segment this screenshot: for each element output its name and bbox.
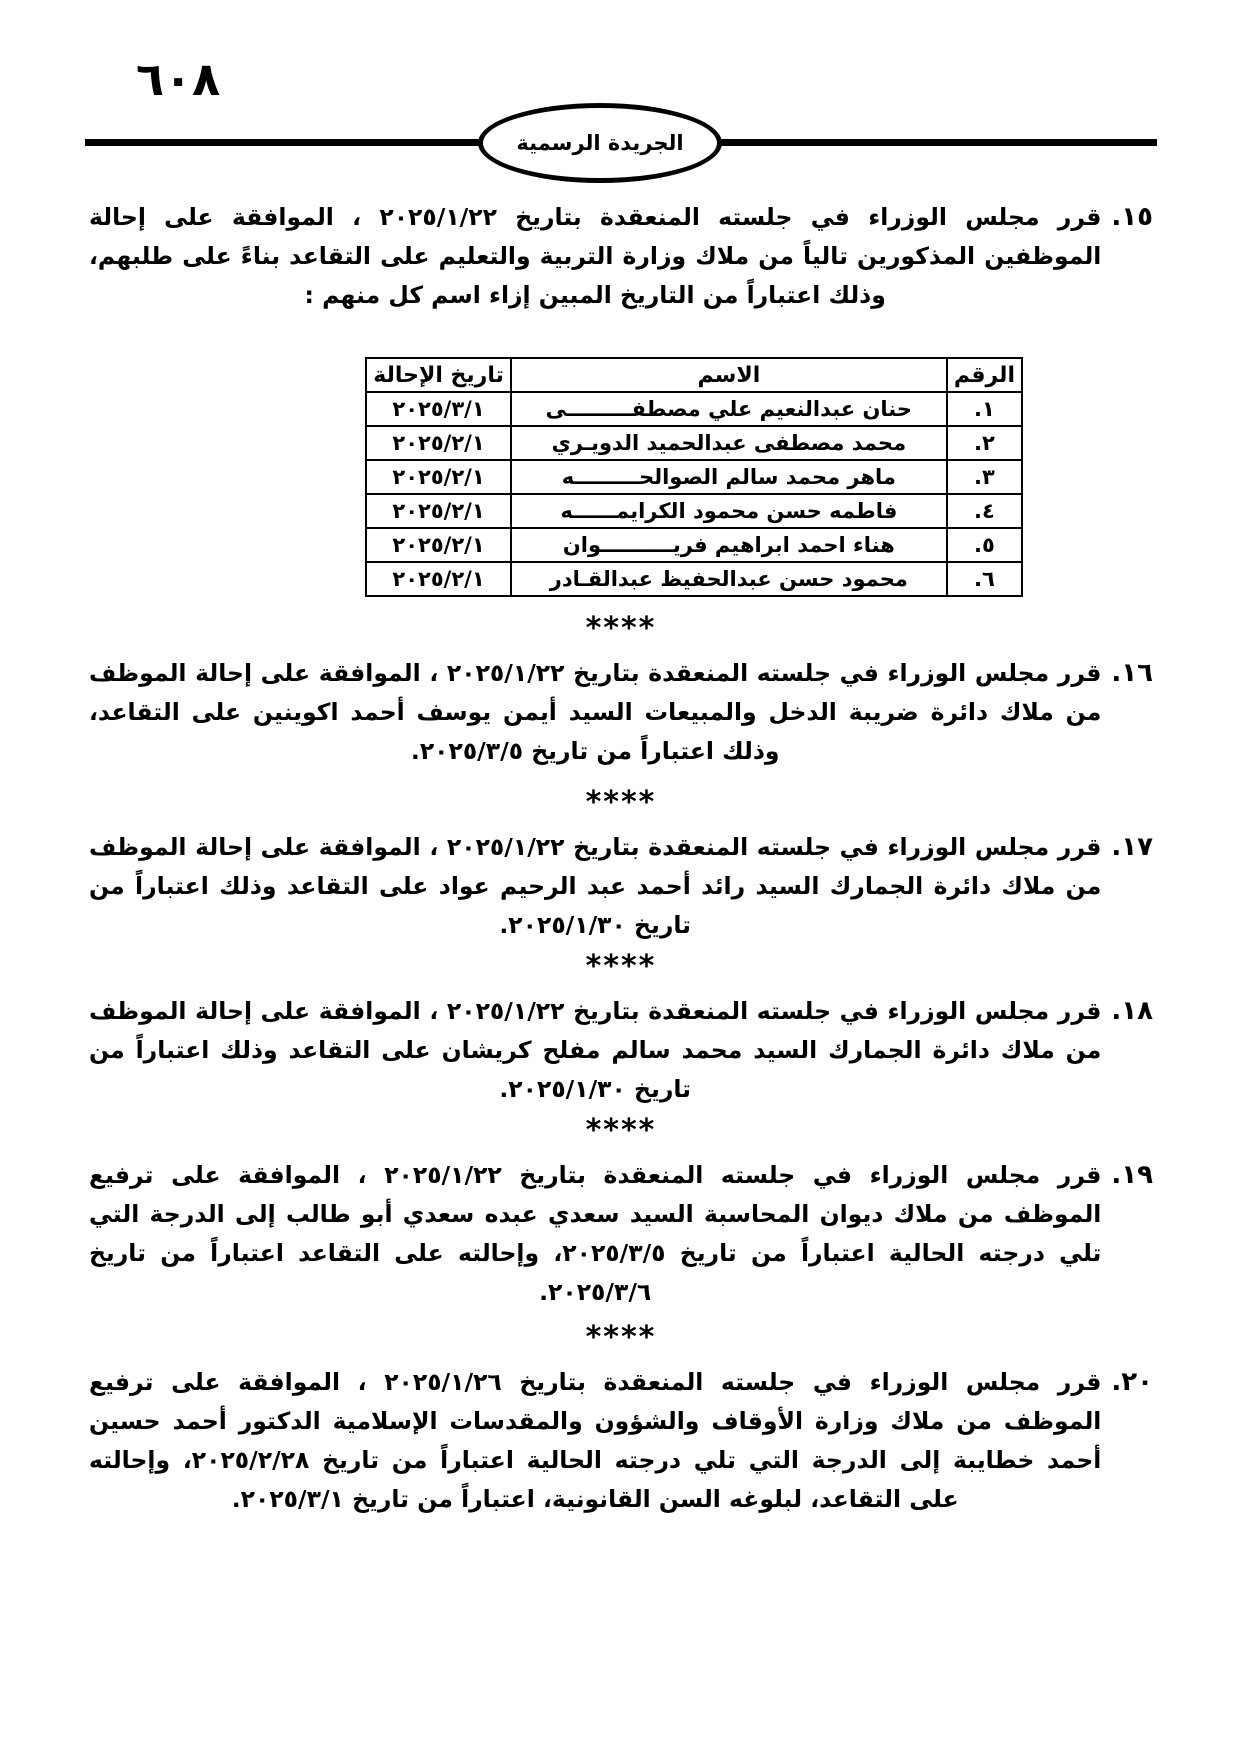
item-number: ١٩. <box>1111 1160 1153 1190</box>
item-number: ١٦. <box>1111 658 1153 688</box>
cell-number: ٣. <box>947 460 1022 494</box>
table-row <box>366 392 1022 426</box>
table-row <box>366 460 1022 494</box>
cell-date: ٢٠٢٥/٢/١ <box>366 426 511 460</box>
cell-date: ٢٠٢٥/٣/١ <box>366 392 511 426</box>
referrals-table <box>365 357 1023 597</box>
decision-item-16 <box>89 654 1153 771</box>
item-number: ١٧. <box>1111 832 1153 862</box>
decision-item-18 <box>89 992 1153 1109</box>
col-header-name: الاسم <box>511 358 947 392</box>
cell-date: ٢٠٢٥/٢/١ <box>366 528 511 562</box>
stars-separator: **** <box>585 1320 657 1355</box>
decision-text: قرر مجلس الوزراء في جلسته المنعقدة بتاريخ ٢٠٢٥/١/٢٢ ، الموافقة على إحالة الموظف من ملاك دائرة الجمارك السيد محمد سالم مفلح كريشان على التقاعد وذلك اعتباراً من تاريخ ٢٠٢٥/١/٣٠. <box>89 997 1102 1103</box>
cell-date: ٢٠٢٥/٢/١ <box>366 494 511 528</box>
stars-separator: **** <box>585 1113 657 1148</box>
decision-item-20 <box>89 1363 1153 1519</box>
table-header-row <box>366 358 1022 392</box>
cell-name: محمد مصطفى عبدالحميد الدويـري <box>511 426 947 460</box>
item-number: ٢٠. <box>1111 1367 1153 1397</box>
stars-separator: **** <box>585 785 657 820</box>
cell-number: ١. <box>947 392 1022 426</box>
col-header-number: الرقم <box>947 358 1022 392</box>
decision-text: قرر مجلس الوزراء في جلسته المنعقدة بتاريخ ٢٠٢٥/١/٢٢ ، الموافقة على إحالة الموظف من ملاك دائرة ضريبة الدخل والمبيعات السيد أيمن يوسف أحمد اكوينين على التقاعد، وذلك اعتباراً من تاريخ ٢٠٢٥/٣/٥. <box>89 659 1102 765</box>
decision-text: قرر مجلس الوزراء في جلسته المنعقدة بتاريخ ٢٠٢٥/١/٢٢ ، الموافقة على إحالة الموظف من ملاك دائرة الجمارك السيد رائد أحمد عبد الرحيم عواد على التقاعد وذلك اعتباراً من تاريخ ٢٠٢٥/١/٣٠. <box>89 833 1102 939</box>
item-number: ١٥. <box>1111 202 1153 232</box>
gazette-title: الجريدة الرسمية <box>516 131 684 155</box>
cell-number: ٢. <box>947 426 1022 460</box>
decision-text: قرر مجلس الوزراء في جلسته المنعقدة بتاريخ ٢٠٢٥/١/٢٢ ، الموافقة على إحالة الموظفين المذكورين تالياً من ملاك وزارة التربية والتعليم على التقاعد بناءً على طلبهم، وذلك اعتباراً من التاريخ المبين إزاء اسم كل منهم : <box>89 203 1102 309</box>
decision-item-19 <box>89 1156 1153 1312</box>
cell-number: ٥. <box>947 528 1022 562</box>
cell-name: ماهر محمد سالم الصوالحـــــــــه <box>511 460 947 494</box>
page-number: ٦٠٨ <box>136 52 221 106</box>
stars-separator: **** <box>585 611 657 646</box>
decision-item-17 <box>89 828 1153 945</box>
col-header-date: تاريخ الإحالة <box>366 358 511 392</box>
table-row <box>366 562 1022 596</box>
table-row <box>366 494 1022 528</box>
table-row <box>366 426 1022 460</box>
gazette-title-oval <box>478 103 722 183</box>
stars-separator: **** <box>585 949 657 984</box>
cell-name: هناء احمد ابراهيم فريــــــــــوان <box>511 528 947 562</box>
cell-date: ٢٠٢٥/٢/١ <box>366 562 511 596</box>
cell-date: ٢٠٢٥/٢/١ <box>366 460 511 494</box>
decision-item-15 <box>89 198 1153 315</box>
cell-number: ٦. <box>947 562 1022 596</box>
table-row <box>366 528 1022 562</box>
cell-name: فاطمه حسن محمود الكرايمــــــه <box>511 494 947 528</box>
cell-name: محمود حسن عبدالحفيظ عبدالقـادر <box>511 562 947 596</box>
cell-number: ٤. <box>947 494 1022 528</box>
decision-text: قرر مجلس الوزراء في جلسته المنعقدة بتاريخ ٢٠٢٥/١/٢٦ ، الموافقة على ترفيع الموظف من ملاك وزارة الأوقاف والشؤون والمقدسات الإسلامية الدكتور أحمد حسين أحمد خطايبة إلى الدرجة التي تلي درجته الحالية اعتباراً من تاريخ ٢٠٢٥/٢/٢٨، وإحالته على التقاعد، لبلوغه السن القانونية، اعتباراً من تاريخ ٢٠٢٥/٣/١. <box>89 1368 1102 1513</box>
item-number: ١٨. <box>1111 996 1153 1026</box>
decision-text: قرر مجلس الوزراء في جلسته المنعقدة بتاريخ ٢٠٢٥/١/٢٢ ، الموافقة على ترفيع الموظف من ملاك ديوان المحاسبة السيد سعدي عبده سعدي أبو طالب إلى الدرجة التي تلي درجته الحالية اعتباراً من تاريخ ٢٠٢٥/٣/٥، وإحالته على التقاعد اعتباراً من تاريخ ٢٠٢٥/٣/٦. <box>89 1161 1102 1306</box>
page-content <box>89 198 1153 1519</box>
cell-name: حنان عبدالنعيم علي مصطفـــــــــى <box>511 392 947 426</box>
